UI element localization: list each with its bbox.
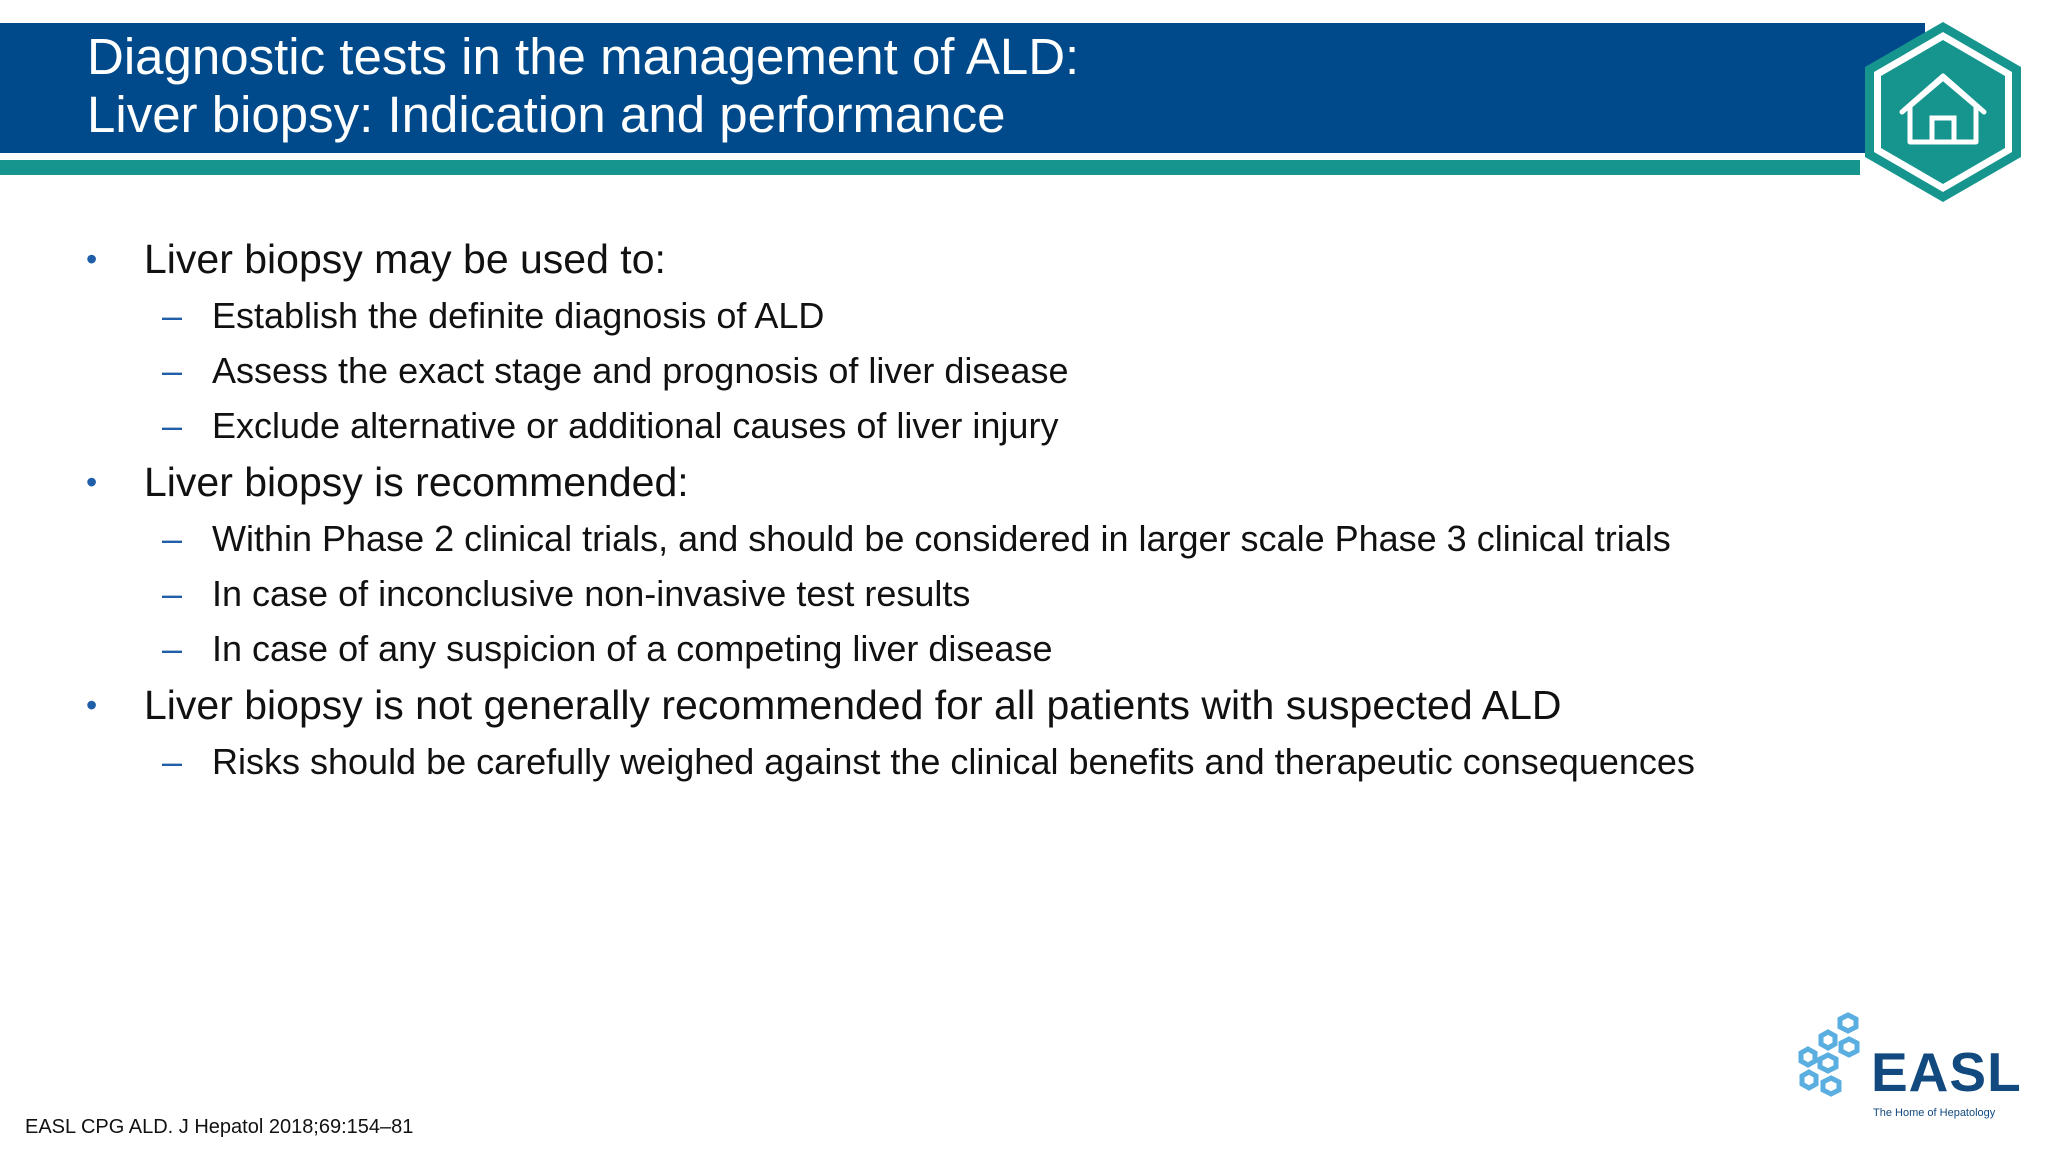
- sub-marker: –: [162, 573, 183, 614]
- sub-item: [0, 566, 2048, 621]
- bullet-item: [0, 230, 2048, 288]
- sub-item-text: In case of inconclusive non-invasive test results: [212, 573, 971, 614]
- bullet-text: Liver biopsy is not generally recommended for all patients with suspected ALD: [144, 682, 1562, 728]
- sub-marker: –: [162, 295, 183, 336]
- home-button[interactable]: [1858, 18, 2028, 202]
- sub-item-text: Risks should be carefully weighed against the clinical benefits and therapeutic consequences: [212, 741, 1695, 782]
- sub-item: [0, 511, 2048, 566]
- bullet-marker: •: [86, 464, 98, 500]
- logo-hexagons-icon: [1795, 1012, 1881, 1098]
- bullet-item: [0, 676, 2048, 734]
- title-accent-line: [0, 160, 1860, 175]
- sub-marker: –: [162, 350, 183, 391]
- slide-title-line-2: Liver biopsy: Indication and performance: [87, 86, 1006, 143]
- bullet-text: Liver biopsy is recommended:: [144, 459, 689, 505]
- bullet-list: [0, 230, 2048, 789]
- citation: EASL CPG ALD. J Hepatol 2018;69:154–81: [25, 1116, 414, 1138]
- bullet-text: Liver biopsy may be used to:: [144, 236, 666, 282]
- sub-marker: –: [162, 518, 183, 559]
- bullet-marker: •: [86, 241, 98, 277]
- bullet-item: [0, 453, 2048, 511]
- sub-marker: –: [162, 628, 183, 669]
- sub-item: [0, 288, 2048, 343]
- sub-item-text: Establish the definite diagnosis of ALD: [212, 295, 825, 336]
- sub-item: [0, 398, 2048, 453]
- title-divider: [0, 153, 1925, 160]
- bullet-marker: •: [86, 687, 98, 723]
- sub-item-text: Exclude alternative or additional causes of liver injury: [212, 405, 1059, 446]
- sub-item-text: Assess the exact stage and prognosis of liver disease: [212, 350, 1069, 391]
- sub-marker: –: [162, 405, 183, 446]
- slide-title: [87, 28, 1079, 144]
- sub-item: [0, 621, 2048, 676]
- sub-marker: –: [162, 741, 183, 782]
- sub-item: [0, 343, 2048, 398]
- logo-wordmark: EASL: [1871, 1041, 2022, 1103]
- sub-item: [0, 734, 2048, 789]
- slide-title-line-1: Diagnostic tests in the management of ALD:: [87, 28, 1080, 85]
- home-icon: [1858, 18, 2028, 202]
- sub-item-text: Within Phase 2 clinical trials, and should be considered in larger scale Phase 3 clinical trials: [212, 518, 1671, 559]
- easl-logo: [1795, 1012, 2022, 1126]
- sub-item-text: In case of any suspicion of a competing liver disease: [212, 628, 1053, 669]
- logo-tagline: The Home of Hepatology: [1873, 1107, 1996, 1119]
